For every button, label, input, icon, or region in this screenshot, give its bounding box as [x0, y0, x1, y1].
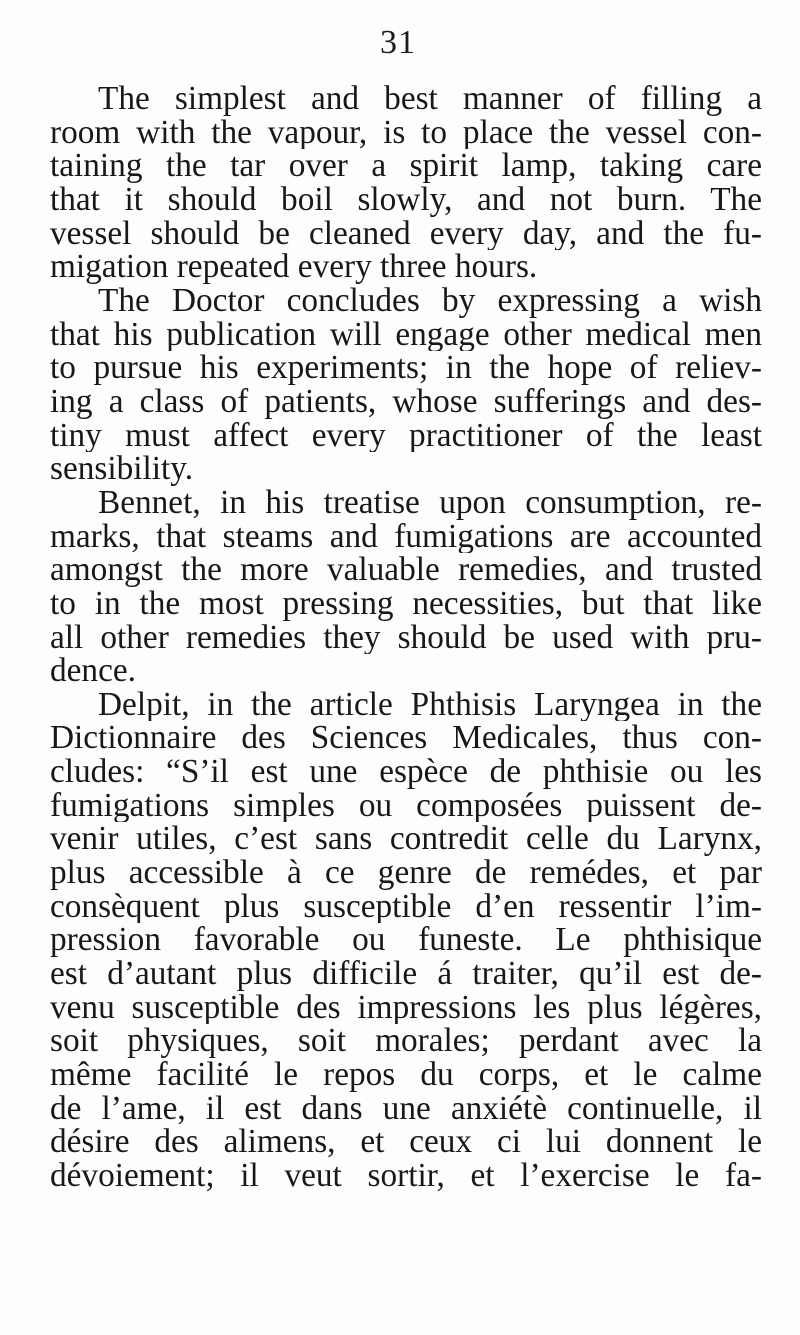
- text-line: plus accessible à ce genre de remédes, et par: [50, 856, 762, 890]
- text-line: that it should boil slowly, and not burn. The: [50, 182, 762, 217]
- text-line: fumigations simples ou composées puissent de-: [50, 788, 762, 823]
- text-line: tiny must affect every practitioner of the least: [50, 418, 762, 453]
- text-line: dévoiement; il veut sortir, et l’exercise le fa-: [50, 1159, 762, 1193]
- text-line: Bennet, in his treatise upon consumption, re-: [98, 485, 762, 520]
- text-line: désire des alimens, et ceux ci lui donnent le: [50, 1125, 762, 1159]
- text-line: that his publication will engage other medical men: [50, 317, 762, 352]
- text-line: to in the most pressing necessities, but that like: [50, 586, 762, 621]
- text-line: soit physiques, soit morales; perdant avec la: [50, 1024, 762, 1059]
- text-line: sensibility.: [50, 452, 194, 486]
- text-line: marks, that steams and fumigations are accounted: [50, 519, 762, 554]
- text-line: all other remedies they should be used with pru-: [50, 620, 762, 655]
- text-line: amongst the more valuable remedies, and trusted: [50, 553, 762, 587]
- text-line: Dictionnaire des Sciences Medicales, thus con-: [50, 721, 762, 756]
- text-line: migation repeated every three hours.: [50, 250, 538, 284]
- text-line: pression favorable ou funeste. Le phthisique: [50, 923, 762, 958]
- text-line: Delpit, in the article Phthisis Laryngea in the: [98, 687, 762, 722]
- text-line: consèquent plus susceptible d’en ressentir l’im-: [50, 889, 762, 924]
- text-line: de l’ame, il est dans une anxiétè continuelle, il: [50, 1091, 762, 1126]
- text-line: dence.: [50, 654, 136, 688]
- text-line: to pursue his experiments; in the hope of reliev-: [50, 351, 762, 385]
- text-line: même facilité le repos du corps, et le calme: [50, 1058, 762, 1092]
- text-line: vessel should be cleaned every day, and the fu-: [50, 216, 762, 251]
- text-line: venir utiles, c’est sans contredit celle du Larynx,: [50, 822, 762, 857]
- text-line: room with the vapour, is to place the vessel con-: [50, 115, 762, 150]
- page-number: 31: [380, 24, 416, 61]
- text-line: taining the tar over a spirit lamp, taking care: [50, 149, 762, 183]
- text-line: venu susceptible des impressions les plus légères,: [50, 990, 762, 1025]
- text-line: ing a class of patients, whose sufferings and des-: [50, 384, 762, 419]
- text-line: The Doctor concludes by expressing a wish: [98, 283, 762, 318]
- text-line: cludes: “S’il est une espèce de phthisie ou les: [50, 755, 762, 789]
- text-line: est d’autant plus difficile á traiter, qu’il est de-: [50, 957, 762, 991]
- body-text: [50, 82, 762, 1193]
- text-line: The simplest and best manner of filling a: [98, 82, 762, 116]
